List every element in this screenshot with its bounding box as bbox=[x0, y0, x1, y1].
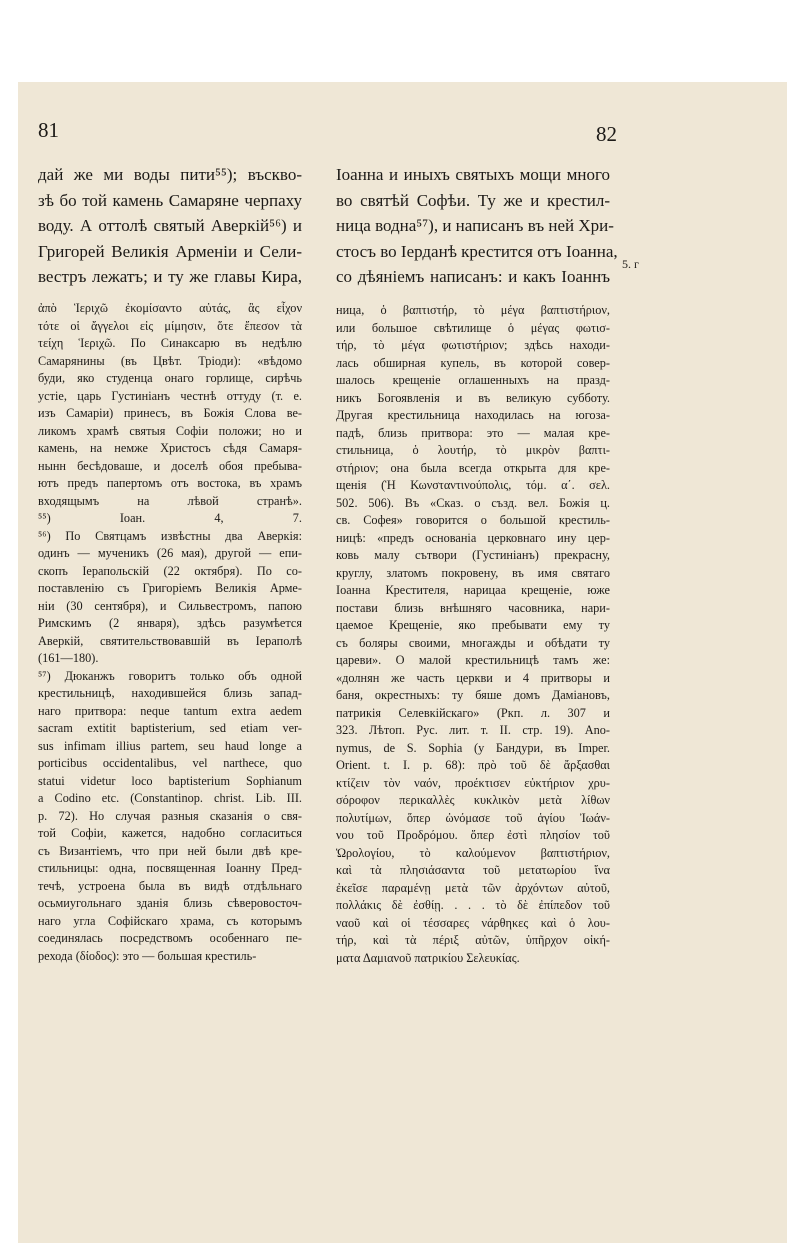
text-line: падѣ, близь притвора: это — малая кре- bbox=[336, 425, 610, 440]
text-line: ликомъ храмѣ святыя Софіи положи; но и bbox=[38, 423, 302, 438]
text-line: дай же ми воды пити⁵⁵); въскво- bbox=[38, 165, 302, 184]
text-line: рехода (δίοδος): это — большая крестиль- bbox=[38, 948, 257, 963]
left-footnotes bbox=[38, 300, 302, 965]
text-line: Orient. t. I. p. 68): πρὸ τοῦ δὲ ἄρξασθαι bbox=[336, 758, 610, 772]
text-line: цаемое Крещеніе, яко пребывати ему ту bbox=[336, 618, 610, 632]
text-line: σόροφον περικαλλὲς κυκλικὸν μετὰ λίθων bbox=[336, 793, 610, 807]
text-line: Іоанна Крестителя, нарицаа крещеніе, юже bbox=[336, 583, 610, 597]
text-line: 323. Лѣтоп. Рус. лит. т. II. стр. 19). Ano- bbox=[336, 723, 610, 737]
text-line: ⁵⁵) Іоан. 4, 7. bbox=[38, 511, 302, 525]
text-line: Григорей Великія Арменіи и Сели- bbox=[38, 241, 302, 261]
text-line: шалось крещеніе оглашенныхъ на празд- bbox=[336, 373, 610, 387]
text-line: наго угла Софійскаго храма, съ которымъ bbox=[38, 913, 302, 928]
text-line: Другая крестильница находилась на югоза- bbox=[336, 408, 610, 422]
text-line: νου τοῦ Προδρόμου. ὅπερ ἐστὶ πλησίον τοῦ bbox=[336, 828, 610, 842]
text-line: нынн бесѣдоваше, и доселѣ обоя пребыва- bbox=[38, 458, 302, 473]
text-line: круглу, златомъ покровену, въ имя святаго bbox=[336, 565, 610, 580]
text-line: баня, окрестныхъ: ту бяше домъ Даміановъ, bbox=[336, 688, 610, 702]
text-line: (161—180). bbox=[38, 651, 99, 665]
text-line: τήρ, τὸ μέγα φωτιστήριον; здѣсь находи- bbox=[336, 338, 610, 352]
text-line: ковь малу сътвори (Густиніанъ) прекрасну, bbox=[336, 548, 610, 562]
text-line: ἀπὸ Ἱεριχῶ ἐκομίσαντο αὐτάς, ἃς εἶχον bbox=[38, 301, 302, 315]
right-main-text bbox=[336, 162, 618, 290]
text-line: съ Византіемъ, что при ней были двѣ кре- bbox=[38, 843, 302, 858]
text-line: a Codino etc. (Constantinop. christ. Lib. III. bbox=[38, 791, 302, 805]
text-line: κτίζειν τὸν ναόν, προέκτισεν εὐκτήριον χρυ- bbox=[336, 775, 610, 790]
text-line: одинъ — мученикъ (26 мая), другой — епи- bbox=[38, 546, 302, 560]
text-line: ⁵⁶) По Святцамъ извѣстны два Аверкія: bbox=[38, 528, 302, 543]
text-line: воду. А оттолѣ святый Аверкій⁵⁶) и bbox=[38, 216, 302, 235]
text-line: ναοῦ καὶ οἱ τέσσαρες νάρθηκες καὶ ὁ λου- bbox=[336, 915, 610, 930]
text-line: Самарянины (въ Цвѣт. Тріоди): «вѣдомо bbox=[38, 353, 302, 368]
text-line: πολλάκις δὲ ἐσθίῃ. . . . τὸ δὲ ἐπίπεδον τοῦ bbox=[336, 898, 610, 912]
right-footnotes bbox=[336, 302, 610, 967]
left-main-text bbox=[38, 162, 302, 290]
text-line: p. 72). Но случая разныя сказанія о свя- bbox=[38, 808, 302, 823]
text-line: скопъ Іерапольскій (22 октября). По со- bbox=[38, 563, 302, 578]
text-line: καὶ τὰ πλησιάσαντα τοῦ μετατωρίου ἵνα bbox=[336, 863, 610, 877]
text-line: стосъ во Іерданѣ крестится отъ Іоанна, bbox=[336, 241, 618, 261]
text-line: лась обширная купель, въ которой совер- bbox=[336, 355, 610, 370]
text-line: 502. 506). Въ «Сказ. о създ. вел. Божія ц. bbox=[336, 495, 610, 510]
text-line: съ боляры своими, многажды и обѣдати ту bbox=[336, 635, 610, 650]
text-line: поставленію съ Григоріемъ Великія Арме- bbox=[38, 581, 302, 595]
text-line: statui videtur loco baptisterium Sophianum bbox=[38, 773, 302, 788]
text-line: течѣ, устроена была въ видѣ отдѣльнаго bbox=[38, 878, 302, 893]
text-line: никъ Богоявленія и въ великую субботу. bbox=[336, 390, 610, 405]
text-line: изъ Самаріи) принесъ, въ Божія Слова ве- bbox=[38, 406, 302, 420]
text-line: ница водна⁵⁷), и написанъ въ ней Хри- bbox=[336, 216, 614, 235]
text-line: со дѣяніемъ написанъ: и какъ Іоаннъ bbox=[336, 267, 610, 286]
text-line: цареви». О малой крестильницѣ тамъ же: bbox=[336, 653, 610, 667]
text-line: ἐκεῖσε παραμένῃ μετὰ τῶν ἀρχόντων αὐτοῦ, bbox=[336, 880, 610, 895]
text-line: входящымъ на лѣвой странѣ». bbox=[38, 493, 302, 508]
text-line: στήριον; она была всегда открыта для кре- bbox=[336, 460, 610, 475]
text-line: камень, на немже Христосъ сѣдя Самаря- bbox=[38, 441, 302, 455]
text-line: щенія (Ἡ Κωνσταντινούπολις, τόμ. α΄. σελ. bbox=[336, 478, 610, 492]
text-line: ницѣ: «предъ основаніа церковнаго ину цер- bbox=[336, 530, 610, 545]
text-line: зѣ бо той камень Самаряне черпаху bbox=[38, 190, 302, 210]
text-line: τότε οἱ ἄγγελοι εἰς μίμησιν, ὅτε ἔπεσον τὰ bbox=[38, 318, 302, 333]
text-line: τείχη Ἱεριχῶ. По Синаксарю въ недѣлю bbox=[38, 336, 302, 350]
text-line: Ὡρολογίου, τὸ καλούμενον βαπτιστήριον, bbox=[336, 845, 610, 860]
text-line: ⁵⁷) Дюканжъ говоритъ только объ одной bbox=[38, 668, 302, 683]
text-line: nymus, de S. Sophia (у Бандури, въ Imper. bbox=[336, 740, 610, 755]
text-line: porticibus occidentalibus, vel narthece, quo bbox=[38, 756, 302, 770]
text-line: или большое свѣтилище ὁ μέγας φωτισ- bbox=[336, 320, 610, 335]
text-line: ματα Δαμιανοῦ πατρικίου Σελευκίας. bbox=[336, 950, 520, 965]
text-line: ніи (30 сентября), и Сильвестромъ, папою bbox=[38, 598, 302, 613]
text-line: осьмиугольнаго зданія близь сѣверовосточ- bbox=[38, 896, 302, 910]
text-line: во святѣй Софѣи. Ту же и крестил- bbox=[336, 190, 610, 210]
text-line: Іоанна и иныхъ святыхъ мощи много bbox=[336, 165, 610, 184]
text-line: св. Софея» говорится о большой крестиль- bbox=[336, 513, 610, 527]
text-line: ница, ὁ βαπτιστήρ, τὸ μέγα βαπτιστήριον, bbox=[336, 303, 610, 317]
text-line: стильница, ὁ λουτήρ, τὸ μικρὸν βαπτι- bbox=[336, 443, 610, 457]
text-line: патрикія Селевкійскаго» (Ркп. л. 307 и bbox=[336, 705, 610, 720]
text-line: той Софіи, кажется, надобно согласиться bbox=[38, 826, 302, 840]
page-number-left: 81 bbox=[38, 118, 59, 142]
text-line: постави близь внѣшняго часовника, нари- bbox=[336, 600, 610, 615]
text-line: стильницы: одна, посвященная Іоанну Пред- bbox=[38, 861, 302, 875]
text-line: соединялась посредствомъ особеннаго пе- bbox=[38, 931, 302, 945]
text-line: вестръ лежатъ; и ту же главы Кира, bbox=[38, 267, 302, 286]
text-line: устіе, царь Густиніанъ честнѣ оттуду (т. е. bbox=[38, 388, 302, 403]
text-line: наго притвора: neque tantum extra aedem bbox=[38, 703, 302, 718]
text-line: sacram extitit baptisterium, sed etiam ver- bbox=[38, 721, 302, 735]
text-line: sus infimam illius partem, seu haud longe a bbox=[38, 738, 302, 753]
text-line: крестильницѣ, находившейся близь запад- bbox=[38, 686, 302, 700]
text-line: πολυτίμων, ὅπερ ὠνόμασε τοῦ ἁγίου Ἰωάν- bbox=[336, 810, 610, 825]
text-line: буди, яко студенца онаго горлище, сирѣчь bbox=[38, 371, 302, 385]
text-line: ютъ предъ папертомъ отъ востока, въ храмъ bbox=[38, 476, 302, 490]
margin-note: 5. г bbox=[622, 257, 639, 271]
text-line: Римскимъ (2 января), здѣсь разумѣется bbox=[38, 616, 302, 630]
text-line: τήρ, καὶ τὰ πέριξ αὐτῶν, ὑπῆρχον οἰκή- bbox=[336, 933, 610, 947]
page-number-right: 82 bbox=[596, 122, 617, 146]
text-line: Аверкій, святительствовавшій въ Іераполѣ bbox=[38, 633, 302, 648]
text-line: «долнян же часть церкви и 4 притворы и bbox=[336, 670, 610, 685]
